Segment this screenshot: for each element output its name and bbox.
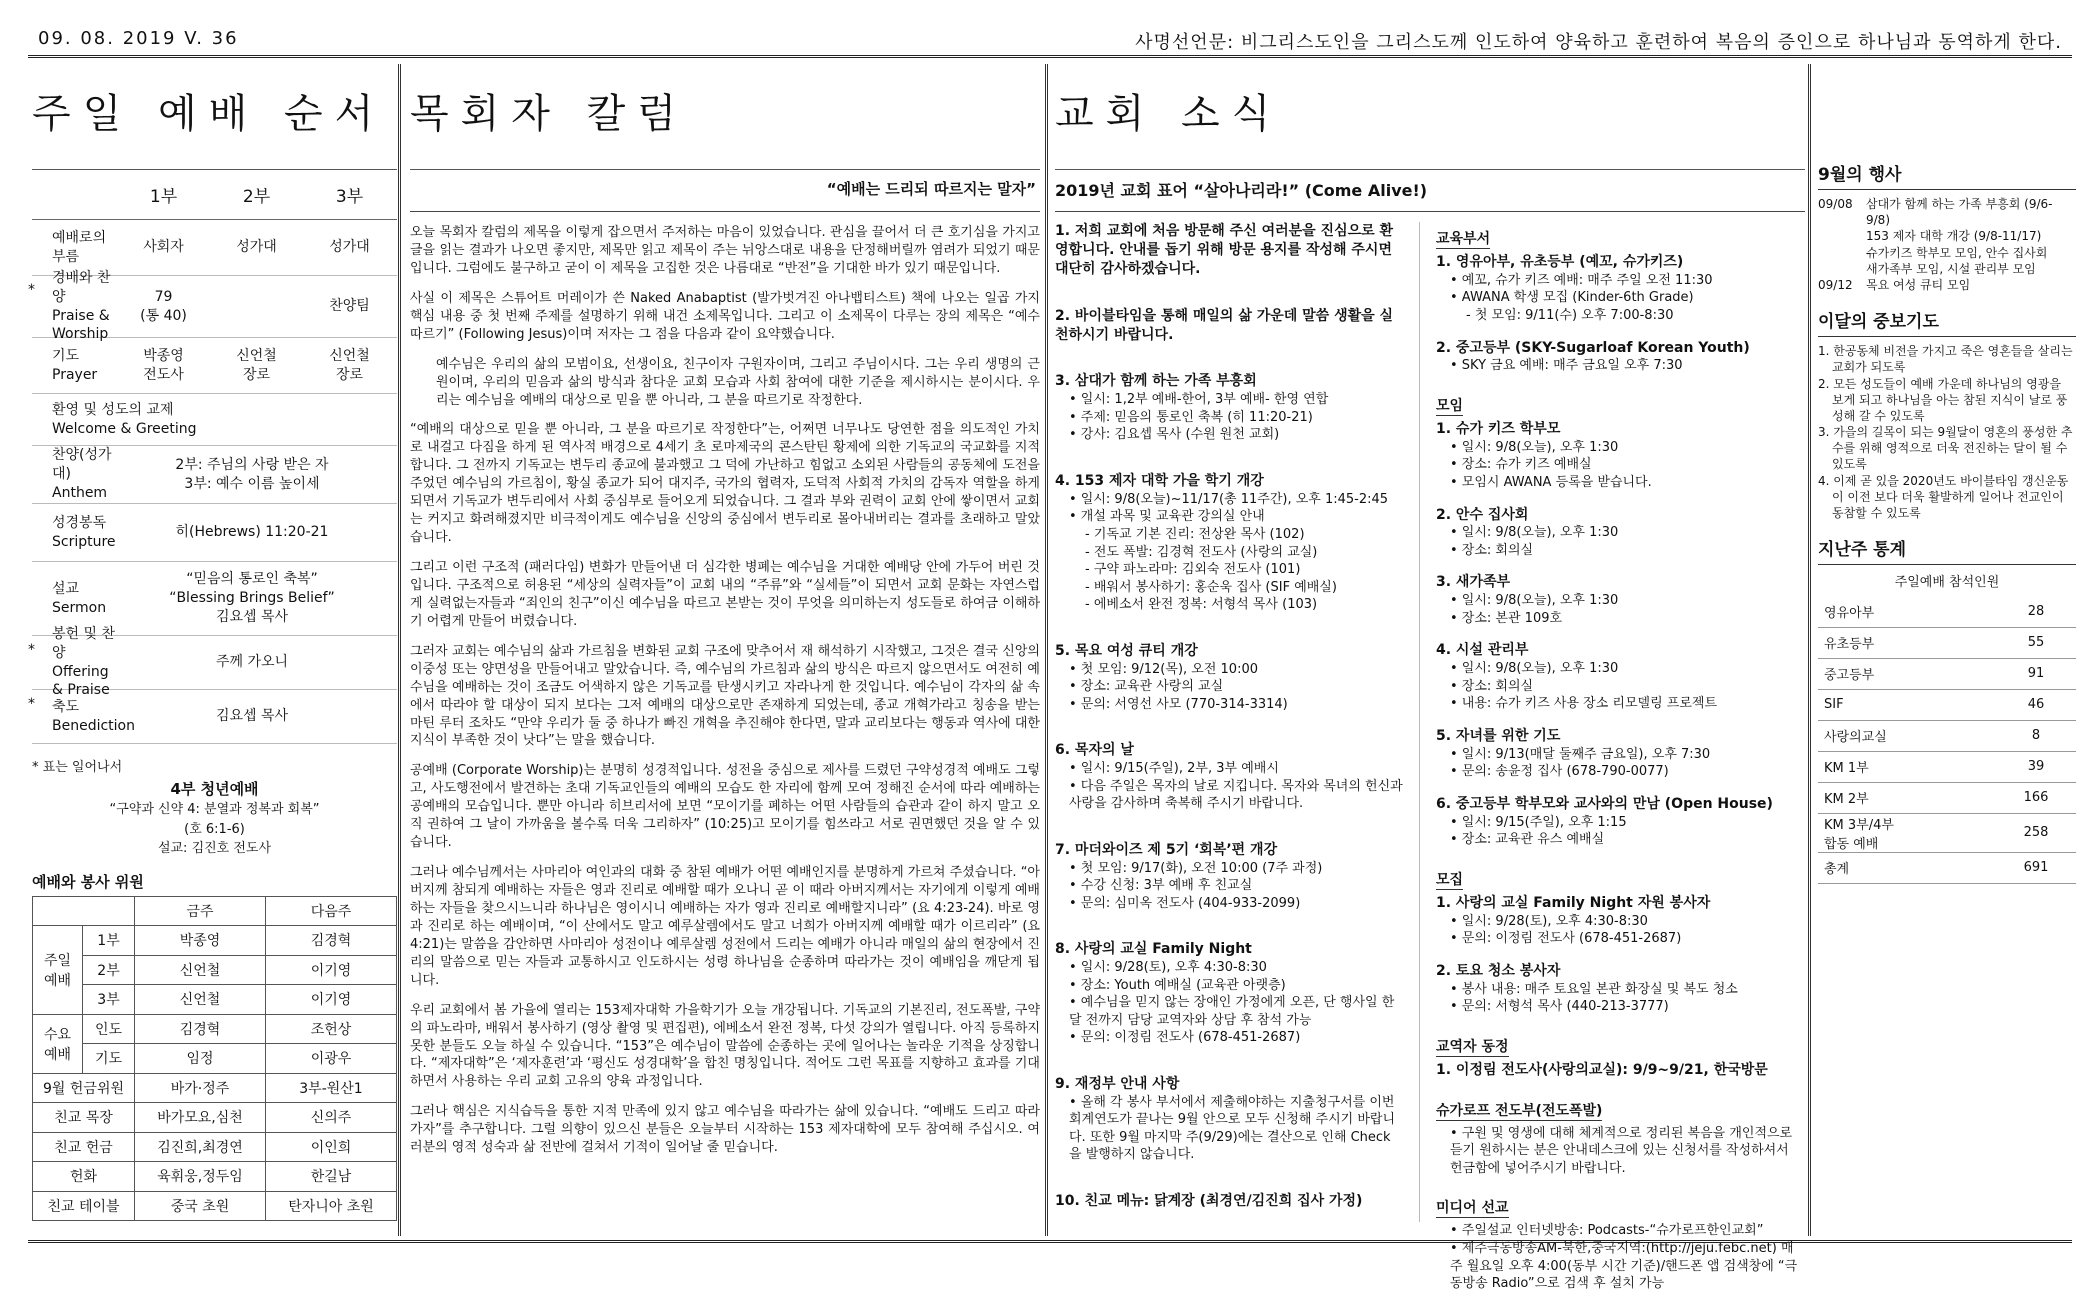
news-section-item-title: 1. 사랑의 교실 Family Night 자원 봉사자 xyxy=(1436,894,1711,911)
volunteer-header: 다음주 xyxy=(266,896,397,926)
news-item-detail: • 문의: 심미옥 전도사 (404-933-2099) xyxy=(1069,895,1301,911)
news-section-heading: 미디어 선교 xyxy=(1436,1197,1509,1218)
news-item xyxy=(1055,741,1403,813)
news-section-item xyxy=(1436,339,1805,375)
news-item-detail: • 올해 각 봉사 부서에서 제출해야하는 지출청구서를 이번 회계연도가 끝나는 9월 안으로 모두 신청해 주시기 바랍니다. 또한 9월 마지막 주(9/29)에는 결산으로 인해 Check을 발행하지 않습니다. xyxy=(1069,1094,1396,1163)
volunteer-row xyxy=(33,955,397,985)
news-section-heading: 모임 xyxy=(1436,395,1463,416)
event-text: 새가족부 모임, 시설 관리부 모임 xyxy=(1866,261,2036,276)
column-subtitle: “예배는 드리되 따르지는 말자” xyxy=(410,170,1040,212)
star-mark: * xyxy=(32,760,43,775)
news-section-item-detail: • 문의: 서형석 목사 (440-213-3777) xyxy=(1450,999,1669,1015)
news-item-title: 5. 목요 여성 큐티 개강 xyxy=(1055,642,1198,659)
news-item-title: 3. 삼대가 함께 하는 가족 부흥회 xyxy=(1055,373,1257,390)
worship-order-title: 주일 예배 순서 xyxy=(32,70,397,170)
service-2: 2부 xyxy=(242,187,271,207)
news-item-detail: - 전도 폭발: 김경혁 전도사 (사랑의 교실) xyxy=(1085,544,1318,560)
volunteer-role: 친교 헌금 xyxy=(33,1132,135,1162)
volunteer-next-week: 이인희 xyxy=(266,1132,397,1162)
news-section-item xyxy=(1436,573,1805,627)
news-section-heading: 교역자 동정 xyxy=(1436,1036,1509,1057)
order-item-name: 환영 및 성도의 교제 Welcome & Greeting xyxy=(52,401,197,437)
order-row xyxy=(32,504,397,562)
column-paragraph: 우리 교회에서 봄 가을에 열리는 153제자대학 가을학기가 오늘 개강됩니다. 기독교의 기본진리, 전도폭발, 구약의 파노라마, 배워서 봉사하기 (영상 촬영 및 편집편), 에베소서 완전 정복, 다섯 강의가 열립니다. 아직 등록하지 못한 분들도 오늘 하실 수 있습니다. “153”은 예수님이 말씀에 순종하는 곳에 일어나는 놀라운 기적을 상징합니다. “제자대학”은 ‘제자훈련’과 ‘평신도 성경대학’을 합친 명칭입니다. 적어도 그런 목표를 지향하고 효과를 기대하면서 사용하는 우리 교회 고유의 양육 과정입니다. xyxy=(410,1002,1040,1090)
column-paragraph: 그리고 이런 구조적 (패러다임) 변화가 만들어낸 더 심각한 병폐는 예수님을 거대한 예배당 안에 가두어 버린 것입니다. 구조적으로 허용된 “세상의 실력자들”이 교회 내의 “주류”와 “실세들”이 되면서 교회 문화는 자연스럽게 실력없는자들과 “죄인의 친구”이신 예수님을 따르고 본받는 것이 무엇을 의미하는지 성도들로 하여금 이해하기 어렵게 만들어 버렸습니다. xyxy=(410,560,1040,629)
column-divider xyxy=(398,64,401,1236)
volunteer-row xyxy=(33,926,397,956)
order-item-name: 봉헌 및 찬양 Offering & Praise xyxy=(52,625,115,699)
order-value: 주께 가오니 xyxy=(215,654,289,671)
news-motto: 2019년 교회 표어 “살아나리라!” (Come Alive!) xyxy=(1055,170,1805,212)
volunteer-next-week: 조헌상 xyxy=(266,1014,397,1044)
order-row xyxy=(28,269,397,343)
news-item-detail: • 일시: 9/8(오늘)~11/17(총 11주간), 오후 1:45-2:45 xyxy=(1069,491,1389,507)
order-value: 찬양팀 xyxy=(329,298,370,315)
stats-table xyxy=(1818,596,2076,884)
volunteer-next-week: 탄자니아 초원 xyxy=(266,1191,397,1221)
news-item-detail: - 배워서 봉사하기: 홍순욱 집사 (SIF 예배실) xyxy=(1085,579,1337,595)
order-value: 성가대 xyxy=(329,239,370,256)
side-column xyxy=(1818,70,2076,1236)
column-title: 목회자 칼럼 xyxy=(410,70,1040,170)
news-section-item xyxy=(1436,795,1805,849)
order-value: 히(Hebrews) 11:20-21 xyxy=(175,524,329,541)
news-item-detail: • 개설 과목 및 교육관 강의실 안내 xyxy=(1069,509,1265,525)
news-item xyxy=(1055,642,1403,714)
issue-date: 09. 08. 2019 V. 36 xyxy=(38,28,239,49)
volunteer-role: 헌화 xyxy=(33,1162,135,1192)
stats-value: 691 xyxy=(1996,852,2076,883)
stats-value: 91 xyxy=(1996,658,2076,689)
volunteer-this-week: 김진희,최경연 xyxy=(135,1132,266,1162)
news-section-item-detail: • 일시: 9/8(오늘), 오후 1:30 xyxy=(1450,525,1619,541)
bottom-rule xyxy=(28,1240,2072,1243)
volunteer-group: 주일 예배 xyxy=(33,926,83,1015)
event-text: 슈가키즈 학부모 모임, 안수 집사회 xyxy=(1866,245,2048,260)
news-item-detail: • 일시: 9/28(토), 오후 4:30-8:30 xyxy=(1069,960,1267,976)
news-item xyxy=(1055,307,1403,345)
news-item-title: 4. 153 제자 대학 가을 학기 개강 xyxy=(1055,472,1264,489)
order-value: 신언철 장로 xyxy=(236,347,277,383)
order-value: 성가대 xyxy=(236,239,277,256)
news-section-item-detail: • 모임시 AWANA 등록을 받습니다. xyxy=(1450,474,1652,490)
news-section-item-detail: • 장소: 슈가 키즈 예배실 xyxy=(1450,457,1592,473)
news-section-item-detail: • 봉사 내용: 매주 토요일 본관 화장실 및 복도 청소 xyxy=(1450,981,1738,997)
volunteer-role: 친교 테이블 xyxy=(33,1191,135,1221)
news-item-detail: • 일시: 1,2부 예배-한어, 3부 예배- 한영 연합 xyxy=(1069,392,1329,408)
news-item-detail: • 강사: 김요셉 목사 (수원 원천 교회) xyxy=(1069,427,1280,443)
order-note xyxy=(32,758,397,859)
volunteer-row xyxy=(33,1073,397,1103)
event-date xyxy=(1818,228,1866,244)
order-row xyxy=(32,394,397,446)
stats-value: 55 xyxy=(1996,627,2076,658)
news-section-item-title: 1. 이정림 전도사(사랑의교실): 9/9~9/21, 한국방문 xyxy=(1436,1061,1768,1078)
order-value: 79 (통 40) xyxy=(140,288,187,324)
star-mark: * xyxy=(28,642,35,658)
column-paragraph: 예수님은 우리의 삶의 모범이요, 선생이요, 친구이자 구원자이며, 그리고 주님이시다. 그는 우리 생명의 근원이며, 우리의 믿음과 삶의 방식과 참다운 교회 모습과 사회 참여에 대한 기준을 제시하시는 분이시다. 우리는 예수님을 예배의 대상으로 믿을 뿐 아니라, 그 분을 따르기로 작정한다. xyxy=(436,356,1040,408)
stats-label: SIF xyxy=(1818,689,1996,720)
news-item-title: 2. 바이블타임을 통해 매일의 삶 가운데 말씀 생활을 실천하시기 바랍니다. xyxy=(1055,307,1394,343)
event-date xyxy=(1818,261,1866,277)
order-value: 2부: 주님의 사랑 받은 자 3부: 예수 이름 높이세 xyxy=(175,456,329,492)
volunteer-this-week: 김경혁 xyxy=(135,1014,266,1044)
stats-value: 258 xyxy=(1996,813,2076,852)
prayer-title: 이달의 중보기도 xyxy=(1818,307,2076,337)
column-paragraph: 공예배 (Corporate Worship)는 분명히 성경적입니다. 성전을 중심으로 제사를 드렸던 구약성경적 예배도 그렇고, 사도행전에서 발견하는 초대 기독교인들의 예배의 모습도 한 자리에 함께 모여 정해진 순서에 따라 예배하는 공예배의 모습입니다. 뿐만 아니라 히브리서에 보면 “모이기를 폐하는 어떤 사람들의 습관과 같이 하지 말고 오직 권하여 그 날이 가까움을 볼수록 더욱 그리하자” (10:25)고 모이기를 힘쓰라고 서로 권면했던 것을 알 수 있습니다. xyxy=(410,763,1040,851)
order-value: 김요셉 목사 xyxy=(215,708,289,725)
stats-row xyxy=(1818,852,2076,883)
news-item-detail: • 장소: 교육관 사랑의 교실 xyxy=(1069,679,1224,695)
order-value: “믿음의 통로인 축복” “Blessing Brings Belief” 김요셉 목사 xyxy=(169,571,335,625)
news-item-detail: • 예수님을 믿지 않는 장애인 가정에게 오픈, 단 행사일 한달 전까지 담당 교역자와 상담 후 참석 가능 xyxy=(1069,995,1395,1028)
news-item-detail: • 주제: 믿음의 통로인 축복 (히 11:20-21) xyxy=(1069,409,1313,425)
news-section-item-detail: • 일시: 9/8(오늘), 오후 1:30 xyxy=(1450,593,1619,609)
order-row xyxy=(32,338,397,394)
news-section-item-detail: • 제주극동방송AM-북한,중국지역:(http://jeju.febc.net) 매주 월요일 오후 4:00(동부 시간 기준)/핸드폰 앱 검색창에 “극동방송 Radio”으로 검색 후 설치 가능 xyxy=(1450,1241,1798,1292)
news-section-item-detail: - 첫 모임: 9/11(수) 오후 7:00-8:30 xyxy=(1466,307,1674,323)
news-section-item-detail: • 예꼬, 슈가 키즈 예배: 매주 주일 오전 11:30 xyxy=(1450,272,1713,288)
news-item-detail: • 일시: 9/15(주일), 2부, 3부 예배시 xyxy=(1069,761,1279,777)
news-item xyxy=(1055,372,1403,444)
news-item-detail: • 문의: 서영선 사모 (770-314-3314) xyxy=(1069,696,1288,712)
news-section-heading: 교육부서 xyxy=(1436,228,1490,249)
volunteer-role: 인도 xyxy=(83,1014,135,1044)
column-divider xyxy=(1045,64,1048,1236)
order-item-name: 축도 Benediction xyxy=(52,698,135,734)
order-rows xyxy=(28,220,397,744)
volunteer-role: 기도 xyxy=(83,1044,135,1074)
stats-row xyxy=(1818,596,2076,627)
news-section-item xyxy=(1436,506,1805,560)
news-left xyxy=(1055,222,1420,1222)
volunteer-this-week: 신언철 xyxy=(135,955,266,985)
volunteer-this-week: 바가·정주 xyxy=(135,1073,266,1103)
news-section-item-detail: • 일시: 9/28(토), 오후 4:30-8:30 xyxy=(1450,913,1648,929)
order-item-name: 기도 Prayer xyxy=(52,347,98,383)
news-item-detail: • 문의: 이정림 전도사 (678-451-2687) xyxy=(1069,1030,1301,1046)
news-section-item xyxy=(1436,894,1805,948)
stats-value: 46 xyxy=(1996,689,2076,720)
news-section-item-detail: • 일시: 9/8(오늘), 오후 1:30 xyxy=(1450,661,1619,677)
news-section-item-detail: • 장소: 본관 109호 xyxy=(1450,610,1563,626)
volunteer-role: 1부 xyxy=(83,926,135,956)
news-column xyxy=(1055,70,1805,1292)
events-title: 9월의 행사 xyxy=(1818,160,2076,190)
order-item-name: 경배와 찬양 Praise & Worship xyxy=(52,269,111,343)
stats-value: 166 xyxy=(1996,782,2076,813)
stats-row xyxy=(1818,627,2076,658)
news-section-item-detail: • SKY 금요 예배: 매주 금요일 오후 7:30 xyxy=(1450,358,1683,374)
news-section-item-detail: • 구원 및 영생에 대해 체계적으로 정리된 복음을 개인적으로 듣기 원하시는 분은 안내데스크에 있는 신청서를 작성하셔서 헌금함에 넣어주시기 바랍니다. xyxy=(1450,1125,1793,1176)
prayer-item: 1. 한공동체 비전을 가지고 죽은 영혼들을 살리는 교회가 되도록 xyxy=(1818,344,2073,375)
order-value: 신언철 장로 xyxy=(329,347,370,383)
stats-value: 28 xyxy=(1996,596,2076,627)
volunteer-header-blank xyxy=(33,896,135,926)
order-item-name: 찬양(성가대) Anthem xyxy=(52,447,112,501)
worship-order-column xyxy=(28,70,397,1236)
event-date xyxy=(1818,245,1866,261)
volunteer-next-week: 신의주 xyxy=(266,1103,397,1133)
volunteer-row xyxy=(33,1103,397,1133)
news-section-item-detail: • 일시: 9/15(주일), 오후 1:15 xyxy=(1450,814,1627,830)
volunteer-next-week: 3부-원산1 xyxy=(266,1073,397,1103)
prayer-list xyxy=(1818,343,2076,521)
volunteer-next-week: 이기영 xyxy=(266,955,397,985)
volunteer-this-week: 박종영 xyxy=(135,926,266,956)
stats-subtitle: 주일예배 참석인원 xyxy=(1894,575,2000,591)
news-section-item-detail: • 내용: 슈가 키즈 사용 장소 리모델링 프로젝트 xyxy=(1450,696,1718,712)
order-item-name: 설교 Sermon xyxy=(52,580,107,616)
order-row xyxy=(32,446,397,504)
volunteer-group: 수요 예배 xyxy=(33,1014,83,1073)
prayer-item: 2. 모든 성도들이 예배 가운데 하나님의 영광을 보게 되고 하나님을 아는 참된 지식이 날로 풍성해 갈 수 있도록 xyxy=(1818,376,2068,423)
news-section-item-detail: • AWANA 학생 모집 (Kinder-6th Grade) xyxy=(1450,290,1694,306)
volunteer-this-week: 바가모요,심천 xyxy=(135,1103,266,1133)
news-section-item xyxy=(1436,1222,1805,1292)
volunteer-table xyxy=(32,896,397,1222)
news-item-detail: - 기독교 기본 진리: 전상완 목사 (102) xyxy=(1085,526,1305,542)
volunteer-next-week: 이광우 xyxy=(266,1044,397,1074)
volunteer-next-week: 김경혁 xyxy=(266,926,397,956)
news-right xyxy=(1420,222,1805,1292)
event-text: 목요 여성 큐티 모임 xyxy=(1866,277,1971,292)
stats-row xyxy=(1818,658,2076,689)
news-item-detail: • 첫 모임: 9/12(목), 오전 10:00 xyxy=(1069,661,1258,677)
news-item-detail: - 구약 파노라마: 김외숙 전도사 (101) xyxy=(1085,562,1301,578)
stats-title: 지난주 통계 xyxy=(1818,535,2076,565)
column-paragraph: “예배의 대상으로 믿을 뿐 아니라, 그 분을 따르기로 작정한다”는, 어쩌면 너무나도 당연한 점을 의도적인 가치로 내걸고 다짐을 하게 된 역사적 배경으로 4세기 초 로마제국의 콘스탄틴 황제에 의한 기독교의 국교화를 지적합니다. 그 전까지 기독교는 변두리 종교에 불과했고 그 덕에 가난하고 힘없고 소외된 사람들의 공동체에 도전을 주었던 예수님의 가르침이, 황실 종교가 되어 대지주, 국가의 협력자, 도덕적 사회적 가치의 감독자 역할을 하게 되면서 기독교가 변두리에서 사회 중심부로 들어오게 되었습니다. 그 결과 부와 권력이 교회 안에 쌓이면서 교회는 커지고 화려해졌지만 비극적이게도 예수님을 신앙의 중심에서 변두리로 몰아내버리는 결과를 초래하고 말았습니다. xyxy=(410,422,1040,546)
news-section-heading: 슈가로프 전도부(전도폭발) xyxy=(1436,1100,1602,1121)
service-1: 1부 xyxy=(149,187,178,207)
youth-title: 4부 청년예배 xyxy=(170,779,259,798)
news-section-item-detail: • 문의: 이정림 전도사 (678-451-2687) xyxy=(1450,931,1682,947)
news-section-item xyxy=(1436,420,1805,492)
volunteer-row xyxy=(33,1162,397,1192)
stats-row xyxy=(1818,782,2076,813)
news-item-detail: • 장소: Youth 예배실 (교육관 아랫층) xyxy=(1069,977,1286,993)
news-section-item-title: 2. 중고등부 (SKY-Sugarloaf Korean Youth) xyxy=(1436,339,1750,356)
news-section-item-title: 6. 중고등부 학부모와 교사와의 만남 (Open House) xyxy=(1436,795,1773,812)
volunteer-header-row xyxy=(33,896,397,926)
news-section-item-title: 1. 영유아부, 유초등부 (예꼬, 슈가키즈) xyxy=(1436,254,1684,270)
news-section-item-detail: • 일시: 9/8(오늘), 오후 1:30 xyxy=(1450,439,1619,455)
order-item-name: 예배로의 부름 xyxy=(52,229,107,265)
news-section-item xyxy=(1436,641,1805,713)
news-section-item-detail: • 장소: 회의실 xyxy=(1450,678,1534,694)
column-paragraph: 그러나 핵심은 지식습득을 통한 지적 만족에 있지 않고 예수님을 따라가는 삶에 있습니다. “예배도 드리고 따라가자”를 추구합니다. 그럴 의향이 있으신 분들은 오늘부터 시작하는 153 제자대학에 모두 참여해 주십시오. 여러분의 영적 성숙과 삶 전반에 걸쳐서 기적이 일어날 줄 믿습니다. xyxy=(410,1104,1040,1156)
news-section-item-detail: • 장소: 회의실 xyxy=(1450,542,1534,558)
order-row xyxy=(28,690,397,744)
star-mark: * xyxy=(28,282,35,298)
volunteer-role: 3부 xyxy=(83,985,135,1015)
volunteer-this-week: 중국 초원 xyxy=(135,1191,266,1221)
volunteer-role: 친교 목장 xyxy=(33,1103,135,1133)
stats-label: 중고등부 xyxy=(1818,658,1996,689)
stats-label: 영유아부 xyxy=(1818,596,1996,627)
news-section-item xyxy=(1436,1061,1805,1080)
order-row xyxy=(28,625,397,699)
news-section-item-title: 3. 새가족부 xyxy=(1436,574,1511,591)
news-section-item xyxy=(1436,1125,1805,1178)
stats-label: 총계 xyxy=(1818,852,1996,883)
events-list xyxy=(1818,196,2076,293)
event-text: 삼대가 함께 하는 가족 부흥회 (9/6-9/8) xyxy=(1866,197,2053,228)
stats-row xyxy=(1818,689,2076,720)
stats-label: KM 1부 xyxy=(1818,751,1996,782)
news-item-detail: - 에베소서 완전 정복: 서형석 목사 (103) xyxy=(1085,597,1318,613)
news-item xyxy=(1055,940,1403,1047)
column-divider xyxy=(1808,64,1811,1236)
news-item xyxy=(1055,1075,1403,1164)
news-section-item-title: 5. 자녀를 위한 기도 xyxy=(1436,728,1561,744)
news-item xyxy=(1055,222,1403,279)
prayer-item: 3. 가을의 길목이 되는 9월달이 영혼의 풍성한 추수를 위해 영적으로 더욱 전진하는 달이 될 수 있도록 xyxy=(1818,425,2073,472)
prayer-item: 4. 이제 곧 있을 2020년도 바이블타임 갱신운동이 이전 보다 더욱 활발하게 일어나 전교인이 동참할 수 있도록 xyxy=(1818,473,2069,520)
news-section-item xyxy=(1436,962,1805,1016)
volunteer-header: 금주 xyxy=(135,896,266,926)
news-section-item xyxy=(1436,727,1805,781)
news-item xyxy=(1055,1192,1403,1211)
news-item-title: 1. 저희 교회에 처음 방문해 주신 여러분을 진심으로 환영합니다. 안내를 돕기 위해 방문 용지를 작성해 주시면 대단히 감사하겠습니다. xyxy=(1055,223,1394,277)
column-body xyxy=(410,224,1040,1157)
news-section-item-detail: • 장소: 교육관 유스 예배실 xyxy=(1450,832,1605,848)
volunteer-row xyxy=(33,985,397,1015)
column-paragraph: 오늘 목회자 칼럼의 제목을 이렇게 잡으면서 주저하는 마음이 있었습니다. 관심을 끌어서 더 큰 호기심을 가지고 글을 읽는 결과가 나오면 좋지만, 제목만 읽고 제목이 주는 뉘앙스대로 내용을 단정해버릴까 염려가 되었기 때문입니다. 그럼에도 불구하고 굳이 이 제목을 고집한 것은 나름대로 “반전”을 기대한 바가 있기 때문입니다. xyxy=(410,225,1040,276)
news-item-title: 7. 마더와이즈 제 5기 ‘회복’편 개강 xyxy=(1055,841,1278,858)
order-value: 박종영 전도사 xyxy=(143,347,184,383)
news-title: 교회 소식 xyxy=(1055,70,1805,170)
order-item-name: 성경봉독 Scripture xyxy=(52,514,116,550)
news-section-item-detail: • 문의: 송윤정 집사 (678-790-0077) xyxy=(1450,764,1669,780)
stats-label: KM 3부/4부 합동 예배 xyxy=(1818,813,1996,852)
mission-statement: 사명선언문: 비그리스도인을 그리스도께 인도하여 양육하고 훈련하여 복음의 증인으로 하나님과 동역하게 한다. xyxy=(1135,32,2062,53)
stats-label: 유초등부 xyxy=(1818,627,1996,658)
pastor-column xyxy=(410,70,1040,1236)
event-row xyxy=(1818,277,2076,293)
volunteer-row xyxy=(33,1191,397,1221)
news-item-title: 9. 재정부 안내 사항 xyxy=(1055,1075,1180,1092)
youth-preacher: 설교: 김진호 전도사 xyxy=(157,841,272,856)
news-section-item-detail: • 일시: 9/13(매달 둘째주 금요일), 오후 7:30 xyxy=(1450,746,1711,762)
news-item-title: 6. 목자의 날 xyxy=(1055,742,1134,759)
stats-value: 8 xyxy=(1996,720,2076,751)
event-row xyxy=(1818,196,2076,228)
news-section-item-title: 2. 안수 집사회 xyxy=(1436,506,1529,523)
column-paragraph: 그러나 예수님께서는 사마리아 여인과의 대화 중 참된 예배가 어떤 예배인지를 분명하게 가르쳐 주셨습니다. “아버지께 참되게 예배하는 자들은 영과 진리로 예배할 때가 오나니 곧 이 때라 아버지께서는 자기에게 이렇게 예배하는 자들을 찾으시느니라 하나님은 영이시니 예배하는 자가 영과 진리로 예배할지니라” (요 4:23-24). 바로 영과 진리로 하는 예배이며, “이 산에서도 말고 예루살렘에서도 말고 너희가 아버지께 예배할 때가 이르리라” (요 4:21)는 말씀을 감안하면 사마리아 성전이나 예루살렘 성전에서 드리는 예배가 아니라 매일의 삶의 현장에서 진리의 말씀으로 믿는 자들과 교통하시고 인도하시는 성령 하나님을 순종하며 따라가는 것이 예배임을 깨닫게 됩니다. xyxy=(410,865,1040,988)
volunteer-row xyxy=(33,1132,397,1162)
event-row xyxy=(1818,261,2076,277)
event-date: 09/12 xyxy=(1818,277,1853,292)
order-value: 사회자 xyxy=(143,239,184,256)
column-paragraph: 사실 이 제목은 스튜어트 머레이가 쓴 Naked Anabaptist (발가벗겨진 아나뱁티스트) 책에 나오는 일곱 가지 핵심 내용 중 첫 번째 주제를 설명하기 위해 내건 소제목입니다. 그리고 이 소제목이 다루는 장의 제목은 “예수 따르기” (Following Jesus)이며 저자는 그 점을 다음과 같이 요약했습니다. xyxy=(410,290,1040,342)
news-item-title: 10. 친교 메뉴: 닭계장 (최경연/김진희 집사 가정) xyxy=(1055,1193,1363,1209)
youth-sermon-title: “구약과 신약 4: 분열과 정복과 회복” xyxy=(109,802,320,817)
news-item xyxy=(1055,841,1403,913)
volunteer-next-week: 한길남 xyxy=(266,1162,397,1192)
news-section-item xyxy=(1436,253,1805,325)
volunteer-row xyxy=(33,1014,397,1044)
volunteer-next-week: 이기영 xyxy=(266,985,397,1015)
volunteer-role: 9월 헌금위원 xyxy=(33,1073,135,1103)
news-item-title: 8. 사랑의 교실 Family Night xyxy=(1055,941,1252,958)
event-text: 153 제자 대학 개강 (9/8-11/17) xyxy=(1866,229,2042,244)
volunteer-row xyxy=(33,1044,397,1074)
news-section-item-title: 1. 슈가 키즈 학부모 xyxy=(1436,420,1561,437)
news-item xyxy=(1055,472,1403,614)
volunteer-role: 2부 xyxy=(83,955,135,985)
stats-row xyxy=(1818,720,2076,751)
event-row xyxy=(1818,228,2076,244)
service-3: 3부 xyxy=(335,187,364,207)
order-row xyxy=(32,220,397,276)
volunteer-title: 예배와 봉사 위원 xyxy=(32,872,144,891)
page-header xyxy=(28,8,2072,58)
news-section-item-title: 2. 토요 청소 봉사자 xyxy=(1436,962,1561,979)
stats-label: KM 2부 xyxy=(1818,782,1996,813)
volunteer-this-week: 임정 xyxy=(135,1044,266,1074)
column-paragraph: 그러자 교회는 예수님의 삶과 가르침을 변화된 교회 구조에 맞추어서 재 해석하기 시작했고, 그것은 결국 신앙의 이중성 또는 양면성을 만들어내고 말았습니다. 즉, 예수님의 가르침과 삶의 방식은 따르지 않으면서도 여전히 예수님을 예배하는 것이 조금도 어색하지 않은 기독교를 탄생시키고 자라나게 한 것입니다. 예수님이 각자의 삶 속에서 따라야 할 대상이 되지 보다는 그저 예배의 대상으로만 존재하게 되었는데, 종교 개혁가라고 칭송을 받는 마틴 루터 조차도 “만약 우리가 둘 중 하나가 빠진 개혁을 추진해야 한다면, 말과 교리보다는 행동과 역사에 대한 지식이 부족한 것이 낫다”는 말을 했습니다. xyxy=(410,643,1040,749)
service-header xyxy=(32,170,397,220)
youth-scripture: (호 6:1-6) xyxy=(184,821,245,837)
news-section-item-detail: • 주일설교 인터넷방송: Podcasts-“슈가로프한인교회” xyxy=(1450,1223,1764,1239)
stand-note: 표는 일어나서 xyxy=(42,760,123,775)
stats-value: 39 xyxy=(1996,751,2076,782)
event-row xyxy=(1818,245,2076,261)
news-item-detail: • 다음 주일은 목자의 날로 지킵니다. 목자와 목녀의 헌신과 사랑을 감사하며 축복해 주시기 바랍니다. xyxy=(1069,778,1403,812)
stats-row xyxy=(1818,751,2076,782)
volunteer-this-week: 육휘웅,정두임 xyxy=(135,1162,266,1192)
event-date: 09/08 xyxy=(1818,197,1853,211)
news-item-detail: • 수강 신청: 3부 예배 후 친교실 xyxy=(1069,878,1253,894)
star-mark: * xyxy=(28,696,35,712)
news-section-item-title: 4. 시설 관리부 xyxy=(1436,642,1529,659)
news-item-detail: • 첫 모임: 9/17(화), 오전 10:00 (7주 과정) xyxy=(1069,860,1323,876)
news-section-heading: 모집 xyxy=(1436,869,1463,890)
stats-row xyxy=(1818,813,2076,852)
stats-label: 사랑의교실 xyxy=(1818,720,1996,751)
volunteer-this-week: 신언철 xyxy=(135,985,266,1015)
